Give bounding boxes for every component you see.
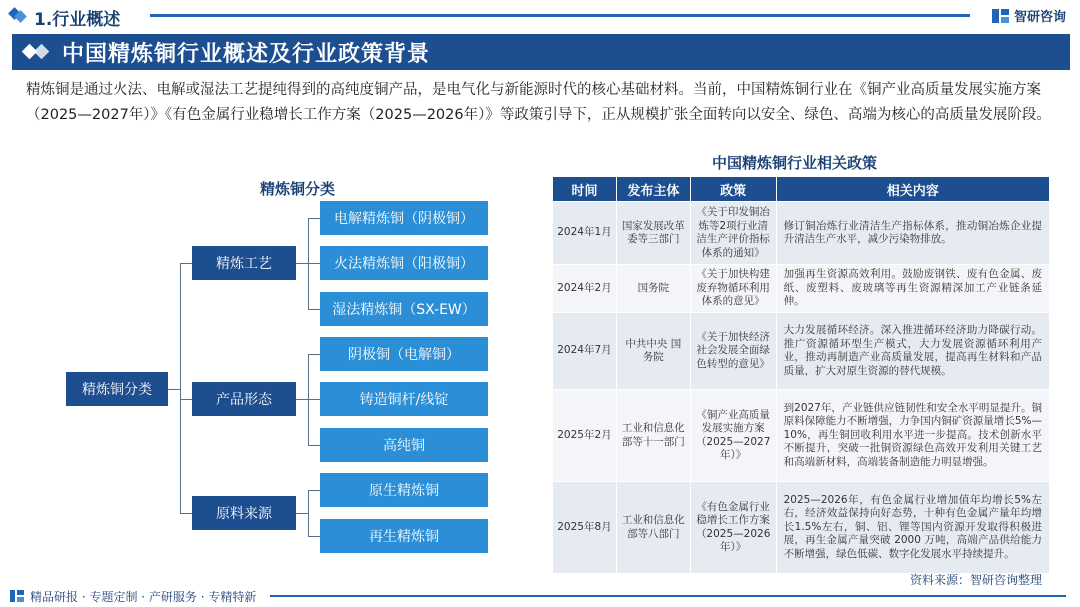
time-cell: 2025年8月 bbox=[553, 482, 617, 574]
tree-connector bbox=[296, 399, 308, 400]
policy-cell: 《关于印发铜冶炼等2项行业清洁生产评价指标体系的通知》 bbox=[690, 202, 776, 265]
content-cell: 加强再生资源高效利用。鼓励废钢铁、废有色金属、废纸、废塑料、废玻璃等再生资源精深加工产业链条延伸。 bbox=[776, 265, 1049, 313]
issuer-cell: 中共中央 国务院 bbox=[616, 313, 690, 390]
time-cell: 2024年7月 bbox=[553, 313, 617, 390]
title-banner bbox=[12, 34, 1070, 70]
content-cell: 到2027年，产业链供应链韧性和安全水平明显提升。铜原料保障能力不断增强，力争国内铜矿资源量增长5%—10%，再生铜回收利用水平进一步提高。技术创新水平不断提升，突破一批铜资源绿色高效开发利用关键工艺和高端新材料，高端装备制造能力明显增强。 bbox=[776, 390, 1049, 482]
policy-cell: 《关于加快经济社会发展全面绿色转型的意见》 bbox=[690, 313, 776, 390]
table-row bbox=[553, 390, 1050, 482]
tree-leaf: 铸造铜杆/线锭 bbox=[320, 382, 488, 416]
tree-connector bbox=[296, 513, 308, 514]
section-title: 1.行业概述 bbox=[34, 10, 121, 30]
tree-connector bbox=[308, 490, 309, 536]
tree-leaf: 火法精炼铜（阳极铜） bbox=[320, 246, 488, 280]
tree-leaf: 原生精炼铜 bbox=[320, 473, 488, 507]
footer-text: 精品研报 · 专题定制 · 产研服务 · 专精特新 bbox=[30, 589, 257, 604]
tree-connector bbox=[180, 399, 192, 400]
tree-connector bbox=[308, 263, 320, 264]
tree-leaf: 阴极铜（电解铜） bbox=[320, 337, 488, 371]
issuer-cell: 工业和信息化部等八部门 bbox=[616, 482, 690, 574]
section-diamond-icon bbox=[10, 9, 26, 23]
tree-connector bbox=[308, 218, 320, 219]
time-cell: 2024年1月 bbox=[553, 202, 617, 265]
banner-diamond-icon bbox=[24, 44, 52, 60]
top-divider bbox=[150, 14, 970, 17]
issuer-cell: 国家发展改革委等三部门 bbox=[616, 202, 690, 265]
content-cell: 大力发展循环经济。深入推进循环经济助力降碳行动。推广资源循环型生产模式，大力发展资源循环利用产业，推动再制造产业高质量发展，提高再生材料和产品质量，扩大对原生资源的替代规模。 bbox=[776, 313, 1049, 390]
tree-leaf: 高纯铜 bbox=[320, 428, 488, 462]
brand-icon bbox=[992, 7, 1010, 25]
time-cell: 2025年2月 bbox=[553, 390, 617, 482]
tree-title: 精炼铜分类 bbox=[260, 180, 336, 198]
issuer-cell: 国务院 bbox=[616, 265, 690, 313]
content-cell: 修订铜冶炼行业清洁生产指标体系，推动铜冶炼企业提升清洁生产水平，减少污染物排放。 bbox=[776, 202, 1049, 265]
tree-leaf: 湿法精炼铜（SX-EW） bbox=[320, 292, 488, 326]
table-title: 中国精炼铜行业相关政策 bbox=[712, 154, 878, 172]
tree-group-form: 产品形态 bbox=[192, 382, 296, 416]
tree-connector bbox=[308, 309, 320, 310]
tree-root-node: 精炼铜分类 bbox=[66, 372, 168, 406]
time-cell: 2024年2月 bbox=[553, 265, 617, 313]
policy-cell: 《关于加快构建废弃物循环利用体系的意见》 bbox=[690, 265, 776, 313]
brand-name: 智研咨询 bbox=[1013, 10, 1066, 25]
table-header-cell: 相关内容 bbox=[776, 177, 1049, 202]
tree-leaf: 再生精炼铜 bbox=[320, 519, 488, 553]
top-bar bbox=[0, 0, 1080, 32]
tree-connector bbox=[308, 399, 320, 400]
brand-logo bbox=[992, 6, 1066, 25]
intro-paragraph: 精炼铜是通过火法、电解或湿法工艺提纯得到的高纯度铜产品，是电气化与新能源时代的核心基础材料。当前，中国精炼铜行业在《铜产业高质量发展实施方案（2025—2027年）》《有色金属行业稳增长工作方案（2025—2026年）》等政策引导下，正从规模扩张全面转向以安全、绿色、高端为核心的高质量发展阶段。 bbox=[26, 82, 1051, 123]
tree-connector bbox=[168, 389, 180, 390]
table-row bbox=[553, 313, 1050, 390]
table-header-cell: 时间 bbox=[553, 177, 617, 202]
tree-connector bbox=[308, 354, 320, 355]
tree-connector bbox=[308, 445, 320, 446]
table-header-cell: 政策 bbox=[690, 177, 776, 202]
tree-group-source: 原料来源 bbox=[192, 496, 296, 530]
footer-logo-icon bbox=[10, 589, 24, 603]
tree-group-process: 精炼工艺 bbox=[192, 246, 296, 280]
table-header-row bbox=[553, 177, 1050, 202]
tree-connector bbox=[180, 513, 192, 514]
table-header-cell: 发布主体 bbox=[616, 177, 690, 202]
table-row bbox=[553, 265, 1050, 313]
tree-leaf: 电解精炼铜（阴极铜） bbox=[320, 201, 488, 235]
table-row bbox=[553, 482, 1050, 574]
source-note: 资料来源：智研咨询整理 bbox=[909, 573, 1042, 587]
footer-divider bbox=[270, 595, 1066, 597]
policy-table bbox=[552, 176, 1050, 574]
policy-cell: 《铜产业高质量发展实施方案（2025—2027年）》 bbox=[690, 390, 776, 482]
content-cell: 2025—2026年，有色金属行业增加值年均增长5%左右，经济效益保持向好态势，十种有色金属产量年均增长1.5%左右，铜、铝、锂等国内资源开发取得积极进展，再生金属产量突破 2000 万吨，高端产品供给能力不断增强，绿色低碳、数字化发展水平持续提升。 bbox=[776, 482, 1049, 574]
issuer-cell: 工业和信息化部等十一部门 bbox=[616, 390, 690, 482]
policy-cell: 《有色金属行业稳增长工作方案（2025—2026年）》 bbox=[690, 482, 776, 574]
tree-connector bbox=[308, 490, 320, 491]
tree-connector bbox=[180, 263, 181, 513]
tree-connector bbox=[296, 263, 308, 264]
tree-connector bbox=[180, 263, 192, 264]
footer bbox=[0, 585, 1080, 607]
tree-connector bbox=[308, 536, 320, 537]
table-row bbox=[553, 202, 1050, 265]
page-title: 中国精炼铜行业概述及行业政策背景 bbox=[62, 41, 431, 67]
